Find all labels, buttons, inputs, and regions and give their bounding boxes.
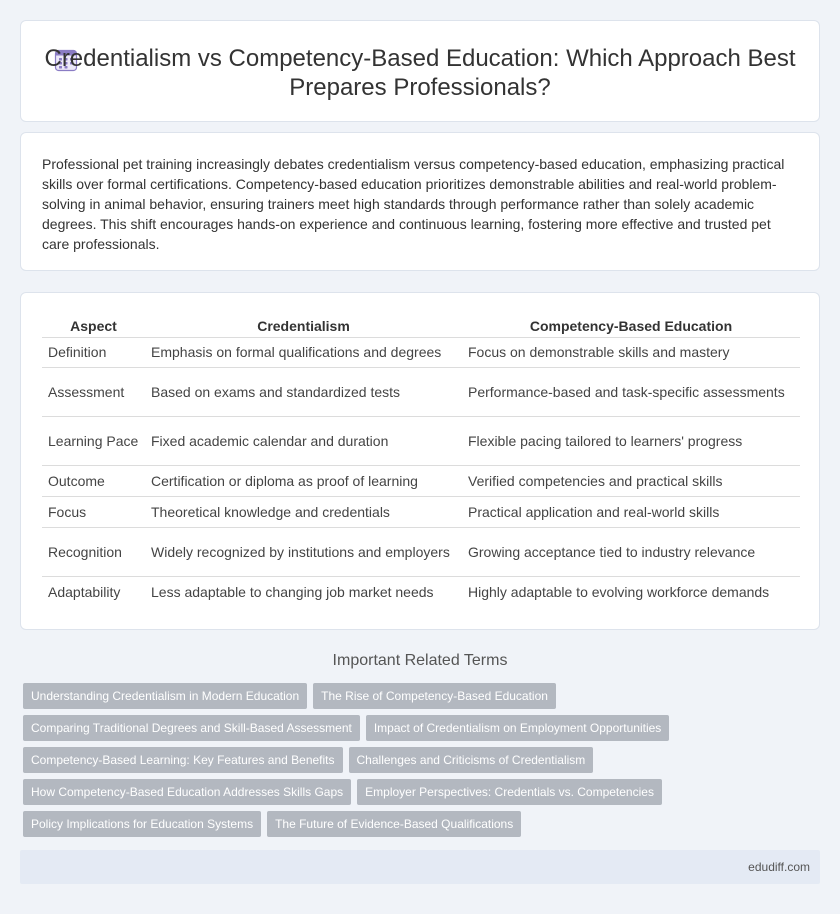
related-terms-title: Important Related Terms xyxy=(332,652,508,669)
tag-row xyxy=(23,715,803,741)
footer-bar xyxy=(20,850,820,884)
comparison-table xyxy=(42,316,800,607)
table-cell-aspect: Outcome xyxy=(42,465,145,496)
table-cell-competency: Focus on demonstrable skills and mastery xyxy=(462,337,800,367)
table-cell-credentialism: Widely recognized by institutions and employers xyxy=(145,527,462,576)
table-cell-competency: Performance-based and task-specific assessments xyxy=(462,367,800,416)
related-term-tag[interactable]: The Future of Evidence-Based Qualifications xyxy=(267,811,521,837)
table-row xyxy=(42,576,800,607)
table-cell-credentialism: Fixed academic calendar and duration xyxy=(145,416,462,465)
table-cell-competency: Highly adaptable to evolving workforce demands xyxy=(468,583,770,600)
table-row xyxy=(42,416,800,465)
table-row xyxy=(42,496,800,527)
tag-row xyxy=(23,811,803,837)
table-row xyxy=(42,465,800,496)
related-term-tag[interactable]: How Competency-Based Education Addresses Skills Gaps xyxy=(23,779,351,805)
table-cell-credentialism: Theoretical knowledge and credentials xyxy=(145,496,462,527)
table-cell-aspect: Definition xyxy=(42,337,145,367)
table-cell-competency: Practical application and real-world skills xyxy=(462,496,800,527)
header-card xyxy=(20,20,820,122)
table-cell-aspect: Recognition xyxy=(42,527,145,576)
table-header-row xyxy=(42,316,800,337)
page-title: Credentialism vs Competency-Based Education: Which Approach Best Prepares Professionals? xyxy=(44,45,796,101)
table-cell-competency: Growing acceptance tied to industry relevance xyxy=(462,527,800,576)
tag-row xyxy=(23,747,803,773)
site-name[interactable]: edudiff.com xyxy=(748,860,810,874)
comparison-card xyxy=(20,292,820,630)
table-cell-credentialism: Less adaptable to changing job market needs xyxy=(151,583,434,600)
table-cell-competency: Flexible pacing tailored to learners' progress xyxy=(462,416,800,465)
intro-card xyxy=(20,132,820,271)
tag-row xyxy=(23,683,803,709)
table-row xyxy=(42,337,800,367)
table-row xyxy=(42,367,800,416)
table-cell-aspect: Learning Pace xyxy=(42,416,145,465)
related-term-tag[interactable]: Policy Implications for Education Systems xyxy=(23,811,261,837)
table-cell-aspect: Focus xyxy=(42,496,145,527)
table-cell-credentialism: Based on exams and standardized tests xyxy=(145,367,462,416)
related-term-tag[interactable]: Challenges and Criticisms of Credentialism xyxy=(349,747,594,773)
related-term-tag[interactable]: Impact of Credentialism on Employment Opportunities xyxy=(366,715,669,741)
column-header-competency: Competency-Based Education xyxy=(462,316,800,337)
table-row xyxy=(42,527,800,576)
related-term-tag[interactable]: Comparing Traditional Degrees and Skill-Based Assessment xyxy=(23,715,360,741)
column-header-credentialism: Credentialism xyxy=(145,316,462,337)
related-term-tag[interactable]: Employer Perspectives: Credentials vs. Competencies xyxy=(357,779,662,805)
tag-row xyxy=(23,779,803,805)
column-header-aspect: Aspect xyxy=(42,316,145,337)
related-term-tag[interactable]: The Rise of Competency-Based Education xyxy=(313,683,556,709)
table-cell-aspect: Adaptability xyxy=(48,583,121,600)
intro-paragraph: Professional pet training increasingly debates credentialism versus competency-based education, emphasizing practical skills over formal certifications. Competency-based education prioritizes demonstrable abilities and real-world problem-solving in animal behavior, ensuring trainers meet high standards through performance rather than solely academic degrees. This shift encourages hands-on experience and continuous learning, fostering more effective and trusted pet care professionals. xyxy=(42,156,785,252)
table-cell-competency: Verified competencies and practical skills xyxy=(462,465,800,496)
related-term-tag[interactable]: Competency-Based Learning: Key Features and Benefits xyxy=(23,747,343,773)
table-cell-credentialism: Certification or diploma as proof of learning xyxy=(145,465,462,496)
table-cell-credentialism: Emphasis on formal qualifications and degrees xyxy=(145,337,462,367)
table-cell-aspect: Assessment xyxy=(42,367,145,416)
related-terms-list xyxy=(23,683,803,843)
related-term-tag[interactable]: Understanding Credentialism in Modern Education xyxy=(23,683,307,709)
